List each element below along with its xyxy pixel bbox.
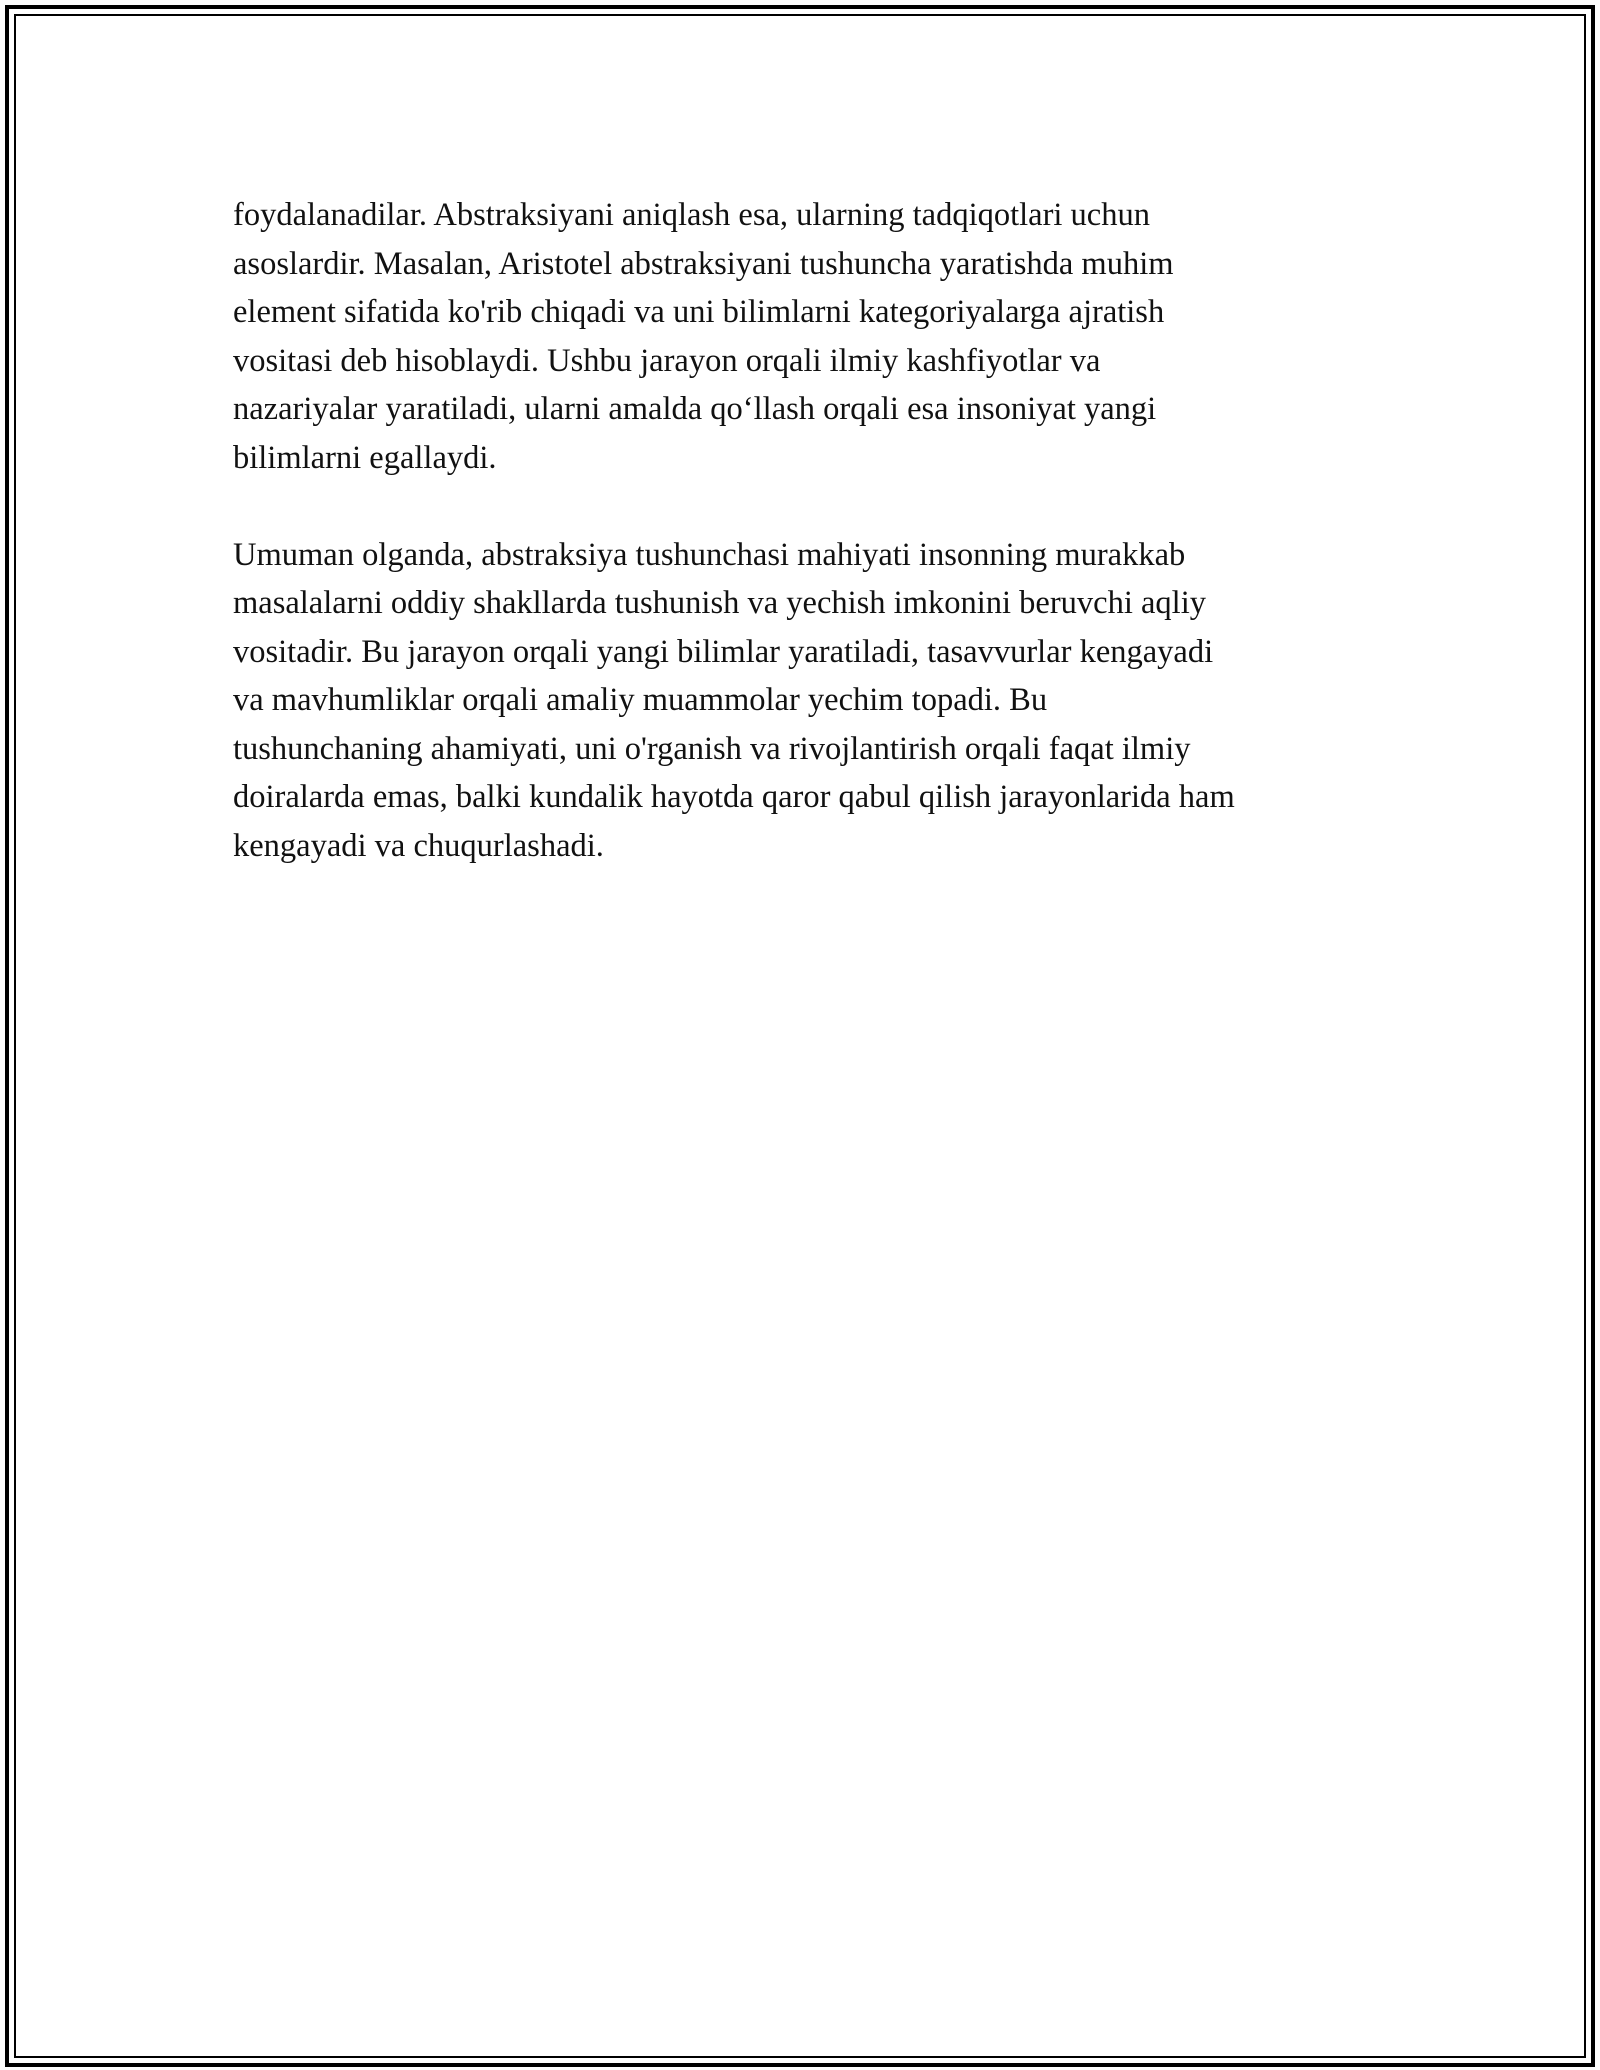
text-line: bilimlarni egallaydi. bbox=[233, 439, 497, 476]
text-line: masalalarni oddiy shakllarda tushunish va yechish imkonini beruvchi aqliy bbox=[233, 585, 1206, 621]
text-line: va mavhumliklar orqali amaliy muammolar yechim topadi. Bu bbox=[233, 682, 1048, 718]
text-line: kengayadi va chuqurlashadi. bbox=[233, 827, 604, 864]
text-line: doiralarda emas, balki kundalik hayotda qaror qabul qilish jarayonlarida ham bbox=[233, 779, 1235, 815]
document-body bbox=[233, 191, 1393, 919]
paragraph-2 bbox=[233, 531, 1393, 871]
text-line: vositadir. Bu jarayon orqali yangi bilimlar yaratiladi, tasavvurlar kengayadi bbox=[233, 633, 1214, 670]
paragraph-1 bbox=[233, 191, 1393, 482]
text-line: Umuman olganda, abstraksiya tushunchasi mahiyati insonning murakkab bbox=[233, 536, 1186, 573]
document-page bbox=[5, 5, 1595, 2067]
text-line: foydalanadilar. Abstraksiyani aniqlash esa, ularning tadqiqotlari uchun bbox=[233, 197, 1150, 233]
text-line: asoslardir. Masalan, Aristotel abstraksiyani tushuncha yaratishda muhim bbox=[233, 245, 1174, 282]
text-line: vositasi deb hisoblaydi. Ushbu jarayon orqali ilmiy kashfiyotlar va bbox=[233, 342, 1101, 379]
text-line: tushunchaning ahamiyati, uni o'rganish va rivojlantirish orqali faqat ilmiy bbox=[233, 730, 1191, 767]
text-line: element sifatida ko'rib chiqadi va uni bilimlarni kategoriyalarga ajratish bbox=[233, 294, 1165, 330]
text-line: nazariyalar yaratiladi, ularni amalda qo‘llash orqali esa insoniyat yangi bbox=[233, 391, 1157, 427]
